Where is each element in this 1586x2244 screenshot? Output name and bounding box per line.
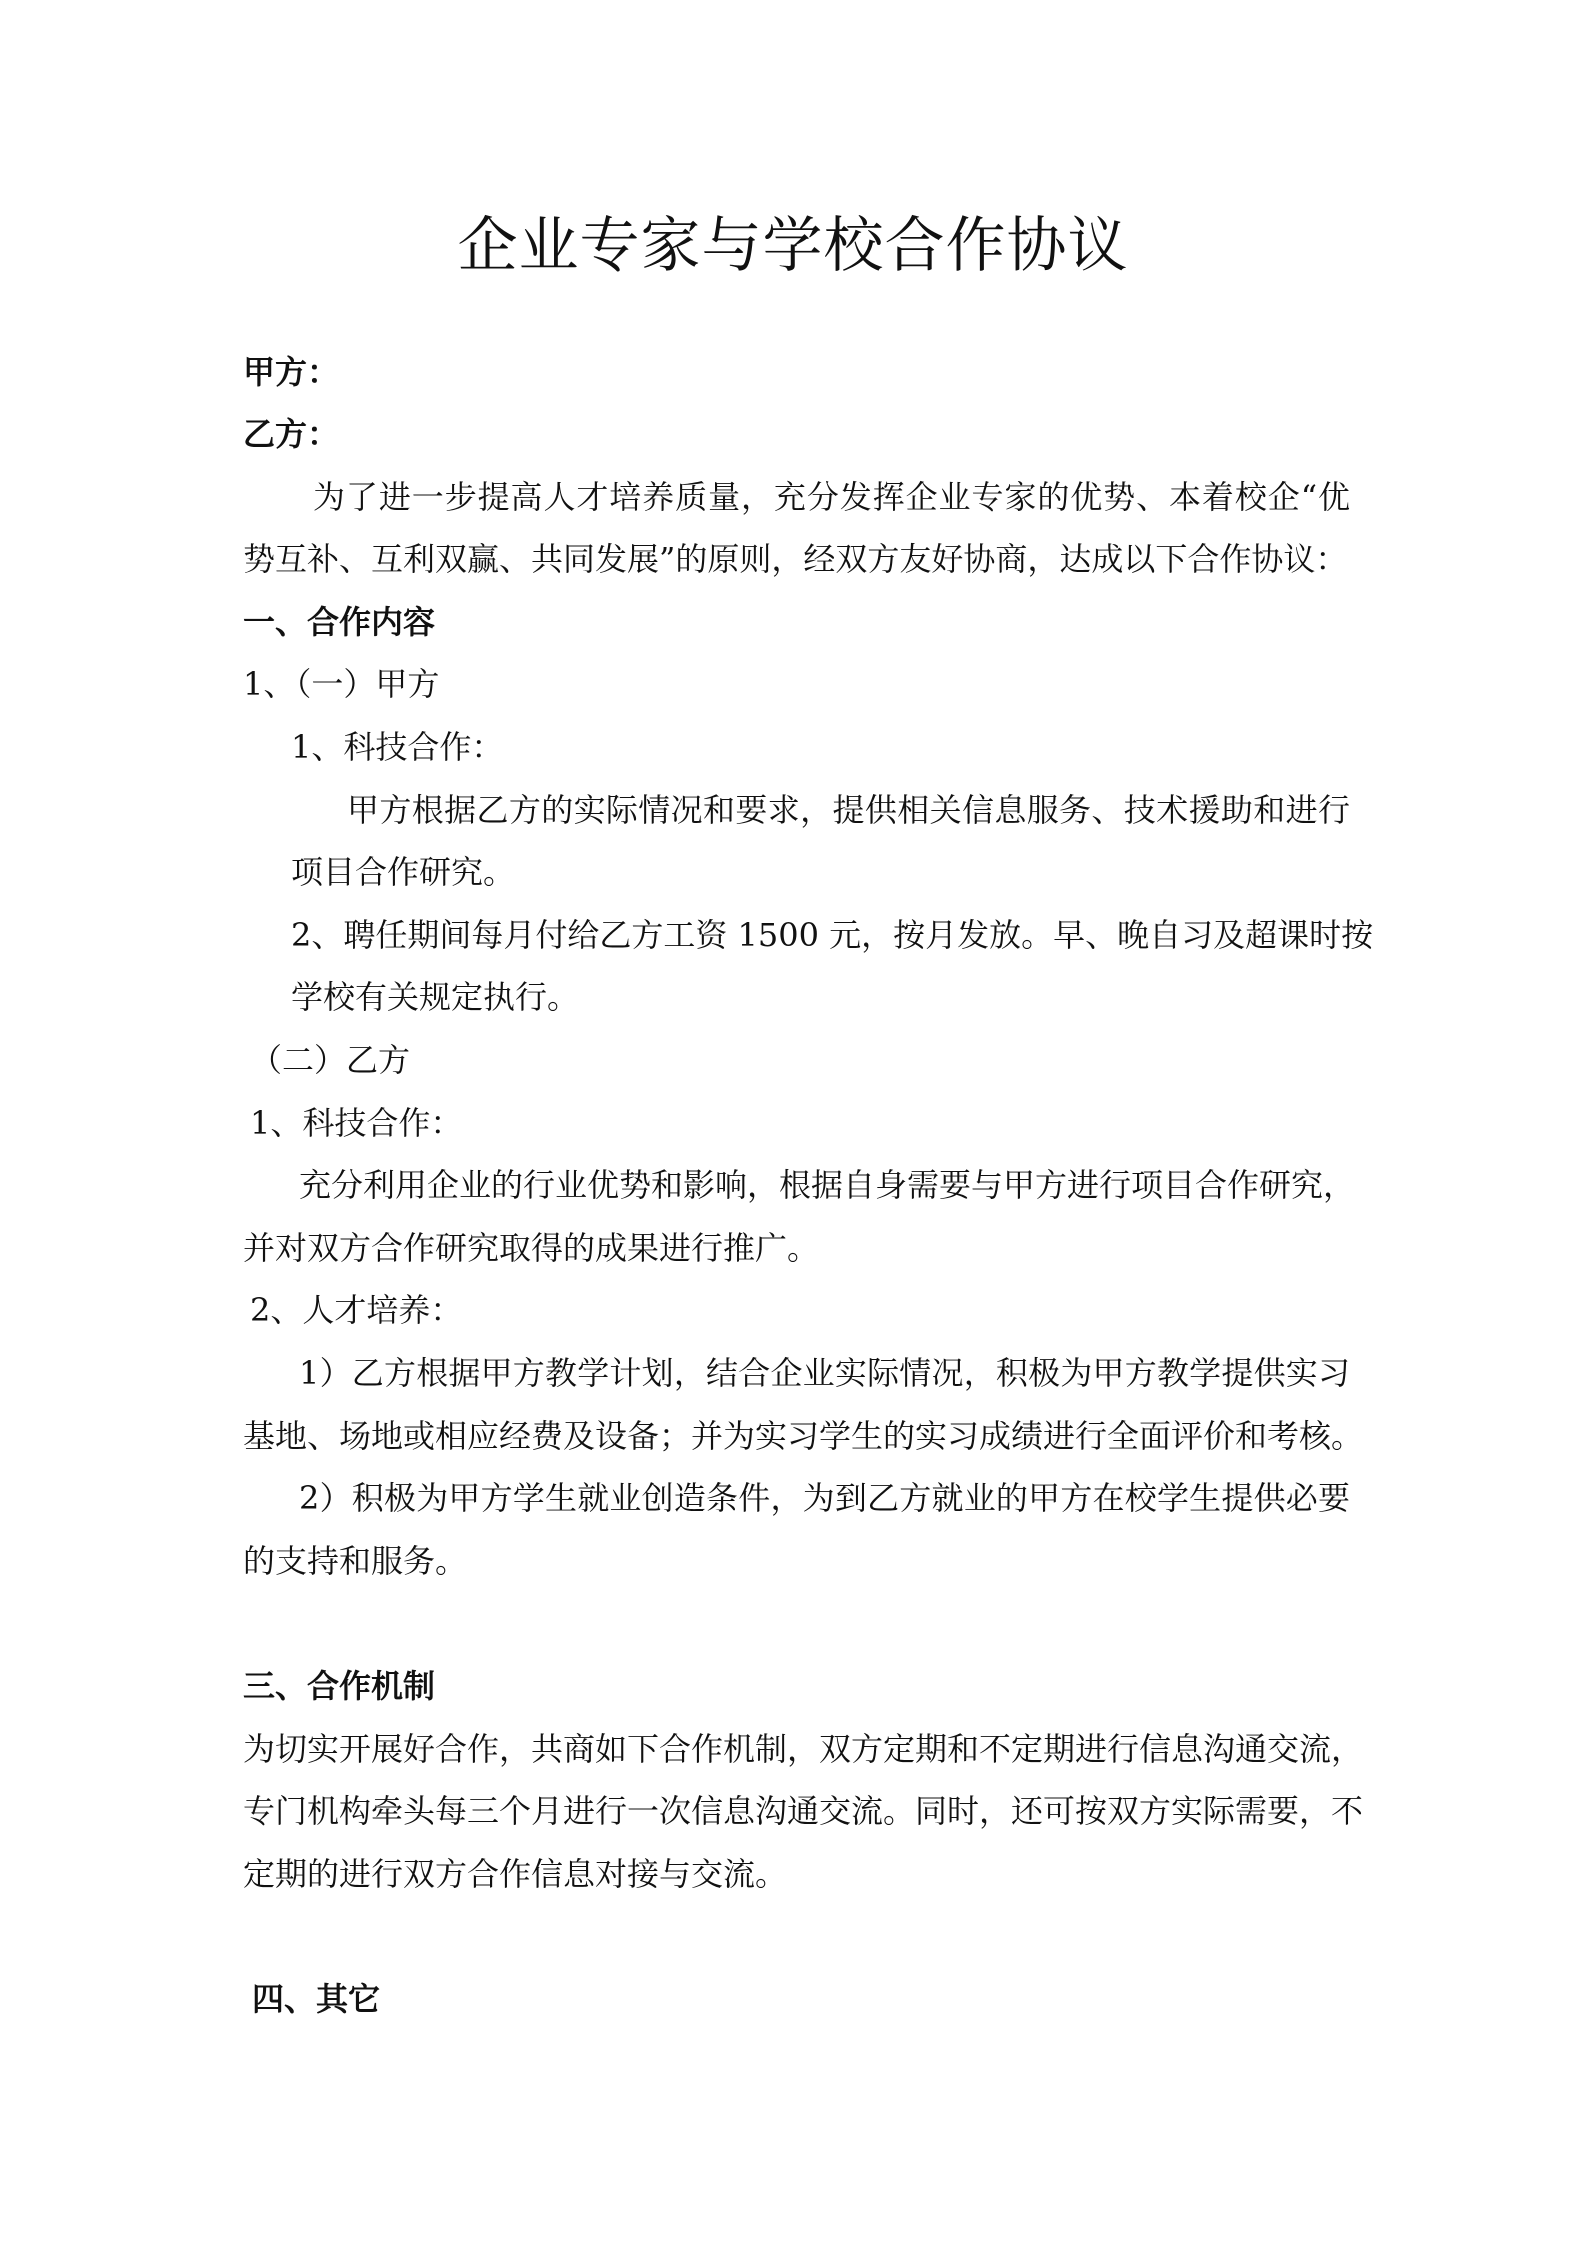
document-title: 企业专家与学校合作协议 — [457, 211, 1129, 281]
b-item2-p1-line-2: 基地、场地或相应经费及设备；并为实习学生的实习成绩进行全面评价和考核。 — [243, 1417, 1364, 1455]
b-item2-p2-line-1: 2）积极为甲方学生就业创造条件，为到乙方就业的甲方在校学生提供必要 — [299, 1479, 1350, 1517]
section-3-heading: 三、合作机制 — [243, 1667, 436, 1705]
party-a-label: 甲方： — [243, 353, 340, 391]
section-3-body-line-1: 为切实开展好合作，共商如下合作机制，双方定期和不定期进行信息沟通交流， — [243, 1730, 1364, 1768]
intro-line-2: 势互补、互利双赢、共同发展”的原则，经双方友好协商，达成以下合作协议： — [243, 540, 1348, 578]
b-item2-p2-line-2: 的支持和服务。 — [243, 1542, 468, 1580]
party-b-subheading: （二）乙方 — [250, 1041, 411, 1079]
party-a-subheading: 1、（一）甲方 — [243, 665, 440, 703]
b-item1-body-line-1: 充分利用企业的行业优势和影响，根据自身需要与甲方进行项目合作研究， — [299, 1166, 1356, 1204]
b-item1-body-line-2: 并对双方合作研究取得的成果进行推广。 — [243, 1229, 820, 1267]
b-item2-p1-line-1: 1）乙方根据甲方教学计划，结合企业实际情况，积极为甲方教学提供实习 — [299, 1354, 1350, 1392]
a-item2-line-2: 学校有关规定执行。 — [291, 978, 580, 1016]
a-item1-body-line-1: 甲方根据乙方的实际情况和要求，提供相关信息服务、技术援助和进行 — [347, 791, 1350, 829]
section-3-body-line-3: 定期的进行双方合作信息对接与交流。 — [243, 1855, 788, 1893]
section-1-heading: 一、合作内容 — [243, 603, 436, 641]
b-item1-heading: 1、科技合作： — [250, 1104, 463, 1142]
intro-line-1: 为了进一步提高人才培养质量，充分发挥企业专家的优势、本着校企“优 — [313, 478, 1350, 516]
section-3-body-line-2: 专门机构牵头每三个月进行一次信息沟通交流。同时，还可按双方实际需要，不 — [243, 1792, 1364, 1830]
section-4-heading: 四、其它 — [252, 1980, 381, 2018]
a-item1-heading: 1、科技合作： — [291, 728, 504, 766]
a-item1-body-line-2: 项目合作研究。 — [291, 853, 516, 891]
b-item2-heading: 2、人才培养： — [250, 1291, 463, 1329]
a-item2-line-1: 2、聘任期间每月付给乙方工资 1500 元，按月发放。早、晚自习及超课时按 — [291, 916, 1374, 954]
party-b-label: 乙方： — [243, 415, 340, 453]
